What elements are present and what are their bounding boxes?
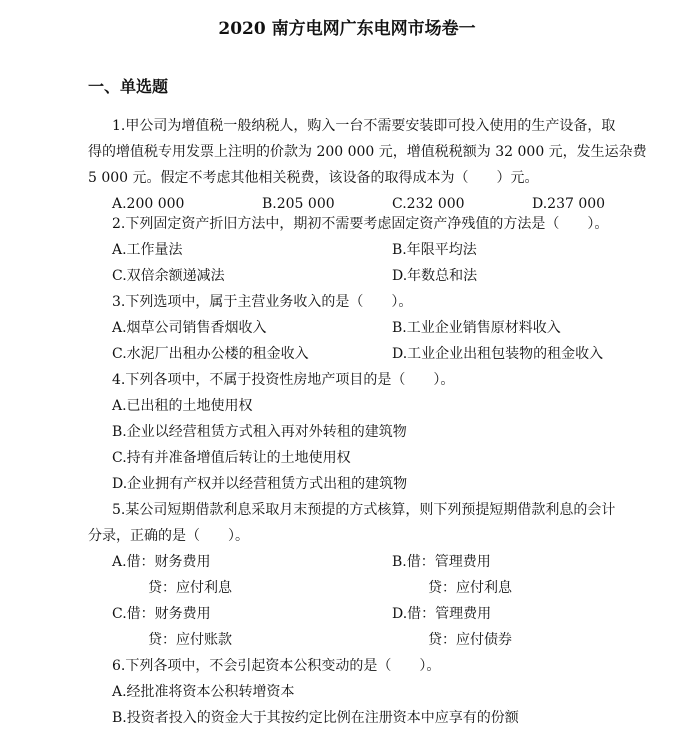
question-5-option-a-credit: 贷：应付利息 <box>148 580 232 596</box>
question-3-stem: 3.下列选项中，属于主营业务收入的是（ ）。 <box>112 294 413 310</box>
question-5-option-c-debit: C.借：财务费用 <box>112 606 211 622</box>
question-5-stem-line-1: 5.某公司短期借款利息采取月末预提的方式核算，则下列预提短期借款利息的会计 <box>112 502 616 518</box>
section-heading: 一、单选题 <box>88 77 169 96</box>
question-4-option-a: A.已出租的土地使用权 <box>112 398 253 414</box>
question-1-stem-line-1: 1.甲公司为增值税一般纳税人，购入一台不需要安装即可投入使用的生产设备，取 <box>112 118 616 134</box>
question-1-stem-line-2: 得的增值税专用发票上注明的价款为 200 000 元，增值税税额为 32 000 元，发生运杂费 <box>88 144 647 160</box>
question-4-option-c: C.持有并准备增值后转让的土地使用权 <box>112 450 351 466</box>
question-4-option-b: B.企业以经营租赁方式租入再对外转租的建筑物 <box>112 424 407 440</box>
question-3-option-a: A.烟草公司销售香烟收入 <box>112 320 267 336</box>
question-2-option-c: C.双倍余额递减法 <box>112 268 225 284</box>
question-5-option-b-debit: B.借：管理费用 <box>392 554 491 570</box>
question-5-option-d-credit: 贷：应付债券 <box>428 632 512 648</box>
question-5-option-d-debit: D.借：管理费用 <box>392 606 492 622</box>
question-3-option-c: C.水泥厂出租办公楼的租金收入 <box>112 346 309 362</box>
question-5-option-a-debit: A.借：财务费用 <box>112 554 211 570</box>
question-1-option-a: A.200 000 <box>112 196 185 212</box>
question-2-option-a: A.工作量法 <box>112 242 183 258</box>
question-5-option-c-credit: 贷：应付账款 <box>148 632 232 648</box>
question-4-stem: 4.下列各项中，不属于投资性房地产项目的是（ ）。 <box>112 372 455 388</box>
question-5-option-b-credit: 贷：应付利息 <box>428 580 512 596</box>
question-6-option-b: B.投资者投入的资金大于其按约定比例在注册资本中应享有的份额 <box>112 710 519 726</box>
question-1-option-d: D.237 000 <box>532 196 606 212</box>
question-6-stem: 6.下列各项中，不会引起资本公积变动的是（ ）。 <box>112 658 441 674</box>
page-title: 2020 南方电网广东电网市场卷一 <box>218 19 476 39</box>
question-5-stem-line-2: 分录，正确的是（ ）。 <box>88 528 249 544</box>
question-1-stem-line-3: 5 000 元。假定不考虑其他相关税费，该设备的取得成本为（ ）元。 <box>88 170 539 186</box>
question-1-option-b: B.205 000 <box>262 196 335 212</box>
question-3-option-d: D.工业企业出租包装物的租金收入 <box>392 346 604 362</box>
question-2-option-d: D.年数总和法 <box>392 268 478 284</box>
question-2-option-b: B.年限平均法 <box>392 242 477 258</box>
question-3-option-b: B.工业企业销售原材料收入 <box>392 320 561 336</box>
question-4-option-d: D.企业拥有产权并以经营租赁方式出租的建筑物 <box>112 476 408 492</box>
question-1-option-c: C.232 000 <box>392 196 465 212</box>
question-2-stem: 2.下列固定资产折旧方法中，期初不需要考虑固定资产净残值的方法是（ ）。 <box>112 216 609 232</box>
question-6-option-a: A.经批准将资本公积转增资本 <box>112 684 295 700</box>
